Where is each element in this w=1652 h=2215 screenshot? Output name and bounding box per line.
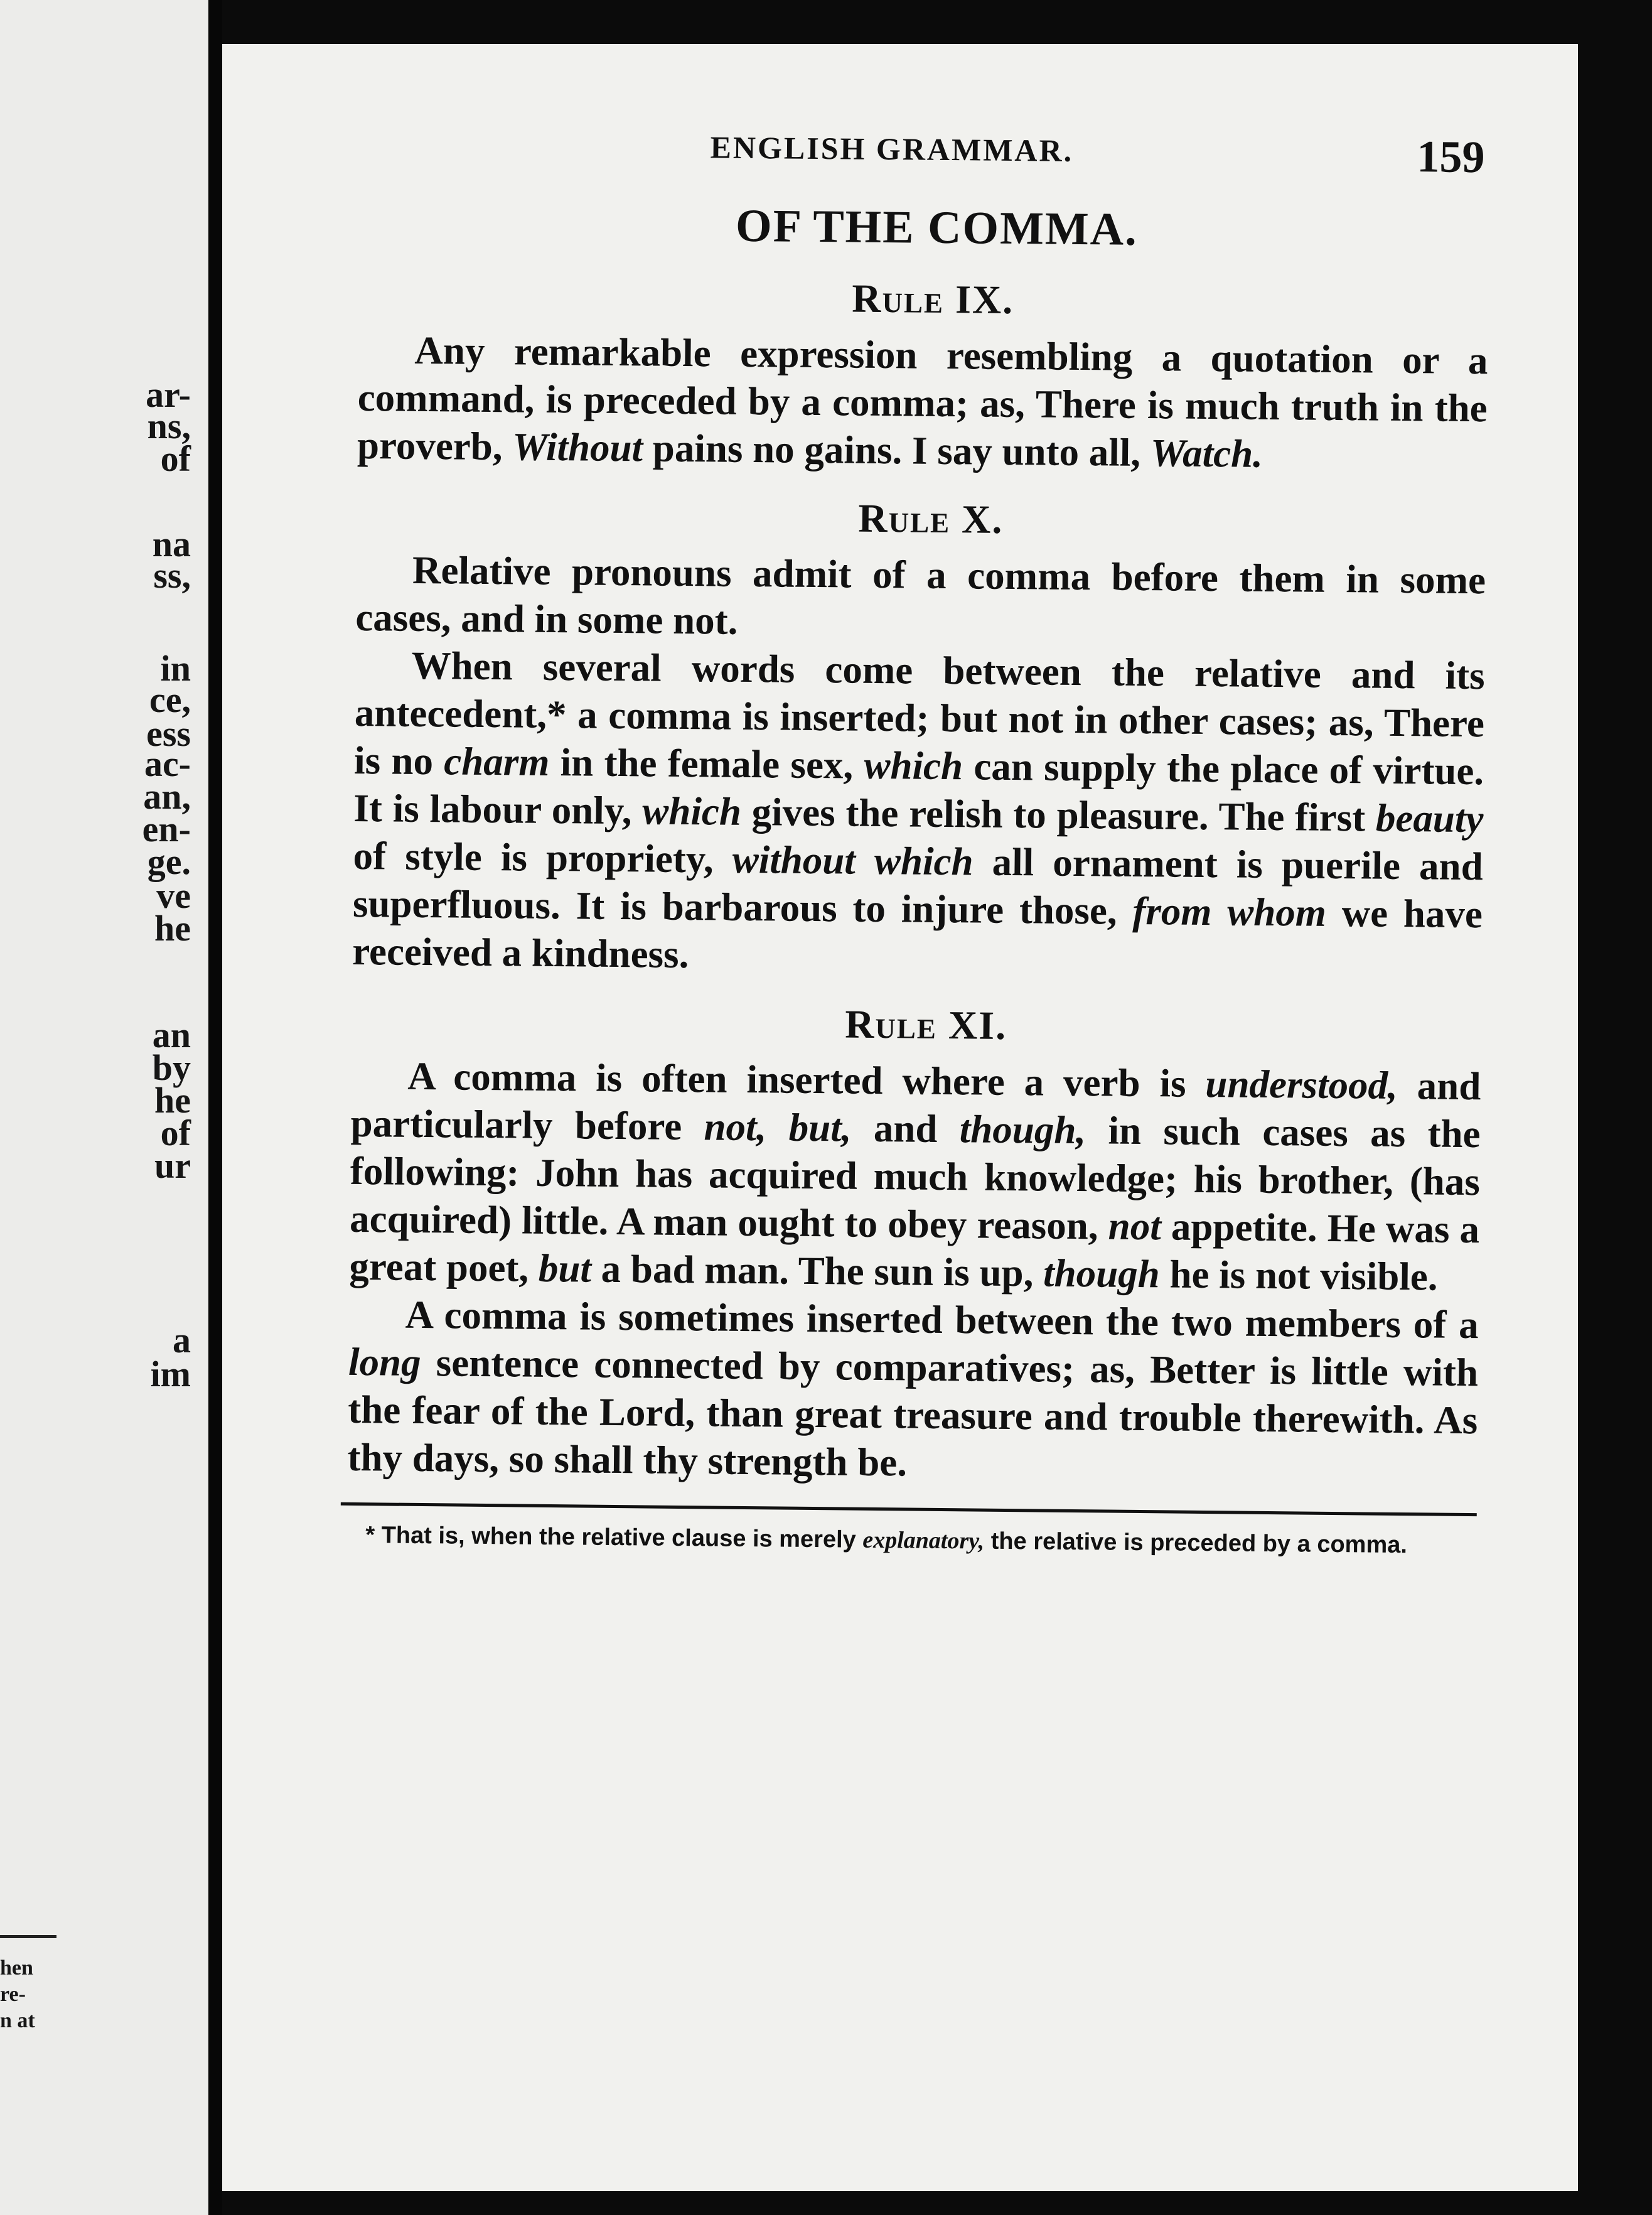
- footnote-divider: [341, 1502, 1477, 1516]
- rule-paragraph: [355, 546, 1486, 652]
- italic-text: beauty: [1375, 795, 1484, 841]
- italic-text: which: [864, 743, 963, 789]
- facing-page-footnote-text: re-: [0, 1983, 26, 2006]
- facing-page-text: ar-: [146, 374, 191, 415]
- facing-page-text: im: [150, 1354, 191, 1394]
- facing-page-text: he: [154, 908, 191, 949]
- facing-page-text: en-: [142, 809, 191, 849]
- italic-text: Without: [512, 424, 643, 470]
- page-number: 159: [1417, 131, 1485, 183]
- book-gutter: [208, 0, 222, 2215]
- text-run: in such cases as the following: John has acquired much knowledge; his brother, (has acquired) little. A man ought to obey reason,: [349, 1108, 1481, 1248]
- facing-page-text: ss,: [153, 555, 191, 596]
- rule-paragraph: [352, 641, 1485, 986]
- italic-text: Watch.: [1150, 431, 1263, 476]
- text-run: When several words come between the relative and its antecedent,* a comma is inserted; but not in other cases; as, There is no: [353, 643, 1485, 784]
- facing-page-text: ac-: [144, 743, 191, 784]
- text-run: A comma is often inserted where a verb is: [407, 1054, 1206, 1106]
- text-run: A comma is sometimes inserted between the two members of a: [405, 1292, 1479, 1347]
- italic-text: long: [348, 1339, 421, 1385]
- facing-page-text: ge.: [147, 841, 191, 882]
- footnote: [346, 1521, 1476, 1560]
- facing-page-footnote-text: n at: [0, 2009, 35, 2032]
- facing-page-footnote-text: hen: [0, 1956, 33, 1980]
- text-run: he is not visible.: [1159, 1252, 1438, 1299]
- facing-page-text: an,: [143, 776, 191, 817]
- italic-text: from whom: [1132, 888, 1327, 935]
- facing-page-text: ns,: [147, 406, 191, 446]
- facing-page-divider: [0, 1935, 56, 1938]
- italic-text: which: [642, 789, 742, 834]
- page-content: [346, 121, 1490, 1560]
- book-page: [222, 44, 1578, 2191]
- facing-page-text: a: [173, 1320, 191, 1361]
- text-run: Any remarkable expression resembling a quotation or a command, is preceded by a comma; as, There is much truth in the proverb,: [357, 328, 1488, 469]
- facing-page-text: ur: [154, 1145, 191, 1186]
- italic-text: not: [1108, 1204, 1162, 1249]
- italic-text: understood,: [1205, 1061, 1398, 1108]
- italic-text: though: [1043, 1251, 1161, 1296]
- italic-text: though,: [959, 1107, 1086, 1153]
- text-run: the relative is preceded by a comma.: [984, 1528, 1408, 1559]
- italic-text: not, but,: [704, 1104, 852, 1150]
- text-run: sentence connected by comparatives; as, Better is little with the fear of the Lord, than great treasure and trouble therewith. As thy days, so shall thy strength be.: [347, 1340, 1479, 1485]
- facing-page-text: he: [154, 1080, 191, 1121]
- rule-paragraph: [349, 1052, 1481, 1301]
- facing-page-text: an: [152, 1015, 191, 1055]
- text-run: and particularly before: [350, 1063, 1481, 1149]
- text-run: appetite. He was a great poet,: [349, 1204, 1480, 1290]
- italic-text: explanatory,: [862, 1526, 985, 1555]
- text-run: pains no gains. I say unto all,: [642, 426, 1151, 475]
- facing-page-text: in: [160, 648, 191, 689]
- rule-heading: Rule X.: [858, 495, 1004, 542]
- text-run: in the female sex,: [549, 740, 864, 787]
- facing-page-text: ess: [146, 713, 191, 754]
- text-run: and: [851, 1106, 960, 1151]
- running-title: ENGLISH GRAMMAR.: [710, 129, 1074, 168]
- facing-page-text: ce,: [149, 679, 191, 720]
- facing-page-text: of: [160, 438, 191, 479]
- page-edge-shadow: [1578, 44, 1652, 2191]
- text-run: we have received a kindness.: [351, 890, 1483, 977]
- text-run: all ornament is puerile and superfluous. It is barbarous to injure those,: [352, 839, 1484, 933]
- facing-page-text: na: [152, 524, 191, 564]
- text-run: Relative pronouns admit of a comma before them in some cases, and in some not.: [355, 547, 1486, 643]
- rule-paragraph: [347, 1290, 1479, 1492]
- facing-page-text: of: [160, 1113, 191, 1153]
- text-run: of style is propriety,: [353, 833, 733, 881]
- rule-heading: Rule IX.: [852, 276, 1014, 323]
- text-run: * That is, when the relative clause is merely: [365, 1522, 863, 1553]
- rules-container: [347, 271, 1488, 1492]
- text-run: a bad man. The sun is up,: [591, 1246, 1044, 1295]
- text-run: can supply the place of virtue. It is labour only,: [353, 744, 1484, 833]
- facing-page-fragment: [0, 0, 208, 2215]
- facing-page-text: by: [152, 1047, 191, 1088]
- italic-text: but: [538, 1246, 592, 1291]
- running-head: [360, 121, 1490, 188]
- text-run: gives the relish to pleasure. The first: [741, 789, 1376, 840]
- rule-heading: Rule XI.: [844, 1001, 1007, 1048]
- rule-paragraph: [357, 326, 1488, 480]
- section-title: OF THE COMMA.: [735, 200, 1139, 256]
- italic-text: without which: [732, 837, 973, 884]
- italic-text: charm: [444, 739, 550, 784]
- facing-page-text: ve: [156, 875, 191, 916]
